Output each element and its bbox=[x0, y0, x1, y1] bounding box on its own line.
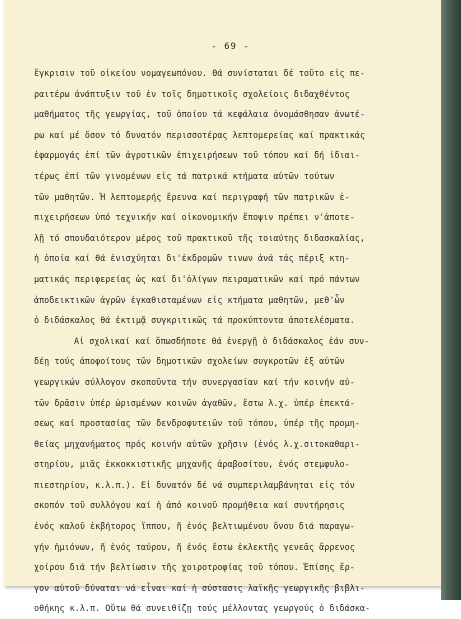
text-line: δέῃ τούς ἀποφοίτους τῶν δημοτικῶν σχολείων συγκροτῶν ἐξ αὐτῶν bbox=[34, 356, 345, 367]
text-line: γον αὐτοῦ δύναται νά εἶναι καί ἡ σύστασις λαϊκῆς γεωργικῆς βιβλι- bbox=[34, 582, 365, 593]
text-line: ὁ διδάσκαλος θά ἐκτιμᾷ συγκριτικῶς τά προκύπτοντα ἀποτελέσματα. bbox=[34, 315, 355, 326]
text-line: σκοπόν τοῦ συλλόγου καί ἡ ἀπό κοινοῦ προμήθεια καί συντήρησις bbox=[34, 500, 345, 511]
text-line: πιεστηρίου, κ.λ.π.). Εἰ δυνατόν δέ νά συμπεριλαμβάνηται εἰς τόν bbox=[34, 479, 355, 490]
text-line: τέρως ἐπί τῶν γινομένων εἰς τά πατρικά κτήματα αὐτῶν τούτων bbox=[34, 170, 335, 181]
text-line: ραιτέρω ἀνάπτυξιν τοῦ ἐν τοῖς δημοτικοῖς σχολείοις διδαχθέντος bbox=[34, 88, 350, 99]
text-line: θείας μηχανήματος πρός κοινήν αὐτῶν χρῆσιν (ἑνός λ.χ.σιτοκαθαρι- bbox=[34, 438, 360, 449]
text-line: ἡ ὁποία καί θά ἐνισχύηται δι'ἐκδρομῶν τινων ἀνά τάς πέριξ κτη- bbox=[34, 253, 350, 264]
page-number: - 69 - bbox=[211, 42, 250, 52]
text-line: λῇ τό σπουδαιότερον μέρος τοῦ πρακτικοῦ τῆς τοιαύτης διδασκαλίας, bbox=[34, 232, 365, 243]
text-line: τῶν μαθητῶν. Ἡ λεπτομερής ἔρευνα καί περιγραφή τῶν πατρικῶν ἐ- bbox=[34, 191, 350, 202]
text-line: Αἱ σχολικαί καί ὅπωσδήποτε θά ἐνεργῇ ὁ διδάσκαλος ἐάν συν- bbox=[74, 335, 370, 346]
text-line: ματικάς περιφερείας ὡς καί δι'ὀλίγων πειραματικῶν καί πρό πάντων bbox=[34, 273, 360, 284]
text-line: οθήκης κ.λ.π. Οὕτω θά συνειθίζῃ τούς μέλλοντας γεωργούς ὁ διδάσκα- bbox=[34, 603, 371, 614]
binding-edge bbox=[441, 0, 461, 600]
body-text bbox=[34, 63, 434, 619]
text-line: τῶν δρᾶσιν ὑπέρ ὡρισμένων κοινῶν ἀγαθῶν, ἔστω λ.χ. ὑπέρ ἐπεκτά- bbox=[34, 397, 355, 408]
text-line: μαθήματος τῆς γεωργίας, τοῦ ὁποίου τά κεφάλαια ὀνομάσθησαν ἀνωτέ- bbox=[34, 109, 365, 120]
text-line: ἀποδεικτικῶν ἀγρῶν ἐγκαθισταμένων εἰς κτήματα μαθητῶν, μεθ'ὧν bbox=[34, 294, 345, 305]
text-line: ἐφαρμογάς ἐπί τῶν ἀγροτικῶν ἐπιχειρήσεων τοῦ τόπου καί δή ἰδιαι- bbox=[34, 150, 360, 161]
text-line: ρω καί μέ ὅσον τό δυνατόν περισσοτέρας λεπτομερείας καί πρακτικάς bbox=[34, 129, 365, 140]
text-line: ἑνός καλοῦ ἐκβήτορος ἵππου, ἤ ἑνός βελτιωμένου ὄνου διά παραγω- bbox=[34, 521, 355, 532]
text-line: γήν ἡμιόνων, ἤ ἑνός ταύρου, ἤ ἑνός ἔστω ἐκλεκτῆς γενεᾶς ἄρρενος bbox=[34, 541, 355, 552]
text-line: ἔγκρισιν τοῦ οἰκείου νομαγεωπόνου. Θά συνίσταται δέ τοῦτο εἰς πε- bbox=[34, 68, 365, 78]
text-line: πιχειρήσεων ὑπό τεχνικήν καί οἰκονομικήν ἔποψιν πρέπει ν'ἀποτε- bbox=[34, 212, 355, 223]
text-line: στηρίου, μιᾶς ἐκκοκκιστικῆς μηχανῆς ἀραβοσίτου, ἑνός στεμφυλο- bbox=[34, 459, 350, 470]
text-line: γεωργικών σύλλογον σκοποῦντα τήν συνεργασίαν καί τήν κοινήν αὐ- bbox=[34, 376, 355, 387]
text-line: σεως καί προστασίας τῶν δενδροφυτειῶν τοῦ τόπου, ὑπέρ τῆς προμη- bbox=[34, 418, 360, 429]
text-line: χοίρου διά τήν βελτίωσιν τῆς χοιροτροφίας τοῦ τόπου. Ἐπίσης ἔρ- bbox=[34, 562, 355, 573]
